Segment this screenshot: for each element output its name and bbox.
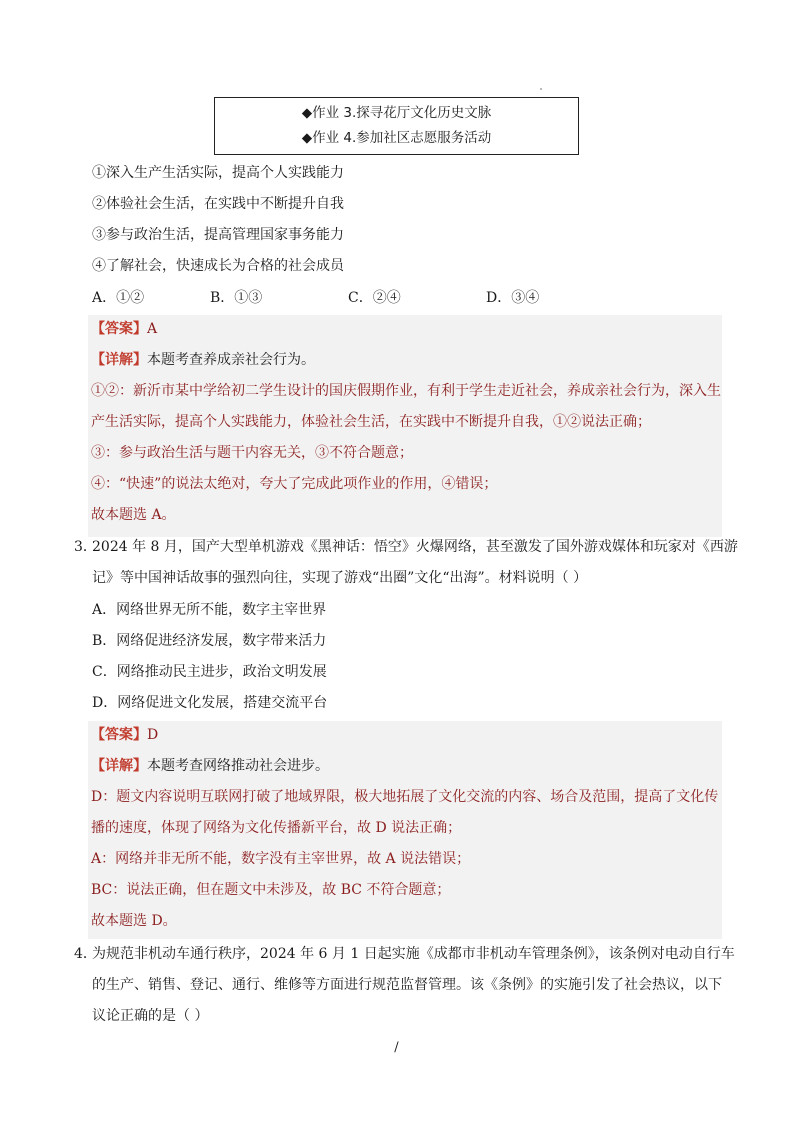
q2-detail-intro: 本题考查养成亲社会行为。 (147, 352, 315, 368)
q3-number: 3． (74, 539, 97, 555)
q2-detail-text-3: ③：参与政治生活与题干内容无关，③不符合题意； (91, 445, 413, 461)
q2-answer-line (91, 319, 157, 339)
q3-option-b[interactable]: B．网络促进经济发展，数字带来活力 (92, 633, 327, 649)
q2-statement-1: ①深入生产生活实际，提高个人实践能力 (92, 165, 344, 181)
q2-statement-4: ④了解社会，快速成长为合格的社会成员 (92, 258, 344, 274)
q3-detail-tag: 【详解】 (91, 758, 147, 774)
task-line-4: ◆作业 4.参加社区志愿服务活动 (301, 130, 492, 146)
q3-answer-line (91, 725, 158, 745)
q2-answer-tag: 【答案】 (91, 321, 147, 337)
q2-answer-block (88, 315, 722, 537)
q3-detail-text-4: BC：说法正确，但在题文中未涉及，故 BC 不符合题意； (91, 882, 451, 898)
q3-detail-intro: 本题考查网络推动社会进步。 (147, 758, 329, 774)
q4-number: 4． (74, 946, 97, 962)
q2-detail-line (91, 350, 315, 370)
q2-option-c[interactable]: C．②④ (348, 290, 401, 306)
q3-detail-text-1: D：题文内容说明互联网打破了地域界限，极大地拓展了文化交流的内容、场合及范围，提高了文化传 (91, 789, 719, 805)
q2-detail-text-4: ④：“快速”的说法太绝对，夸大了完成此项作业的作用，④错误； (91, 476, 498, 492)
q4-stem-3: 议论正确的是（ ） (92, 1008, 209, 1024)
q3-stem-2: 记》等中国神话故事的强烈向往，实现了游戏“出圈”文化“出海”。材料说明（ ） (92, 570, 588, 586)
q2-answer-value: A (147, 321, 158, 337)
q3-detail-text-5: 故本题选 D。 (91, 913, 177, 929)
task-line-3: ◆作业 3.探寻花厅文化历史文脉 (301, 105, 492, 121)
q3-answer-block (88, 721, 722, 939)
q3-detail-text-3: A：网络并非无所不能，数字没有主宰世界，故 A 说法错误； (91, 851, 471, 867)
q4-stem-1: 为规范非机动车通行秩序，2024 年 6 月 1 日起实施《成都市非机动车管理条例》，该条例对电动自行车 (92, 946, 735, 962)
q3-detail-line (91, 756, 329, 776)
q3-option-a[interactable]: A．网络世界无所不能，数字主宰世界 (92, 602, 327, 618)
q2-detail-text-2: 产生活实际，提高个人实践能力，体验社会生活，在实践中不断提升自我，①②说法正确； (91, 414, 651, 430)
q3-detail-text-2: 播的速度，体现了网络为文化传播新平台，故 D 说法正确； (91, 820, 462, 836)
q3-answer-tag: 【答案】 (91, 727, 147, 743)
q4-stem-2: 的生产、销售、登记、通行、维修等方面进行规范监督管理。该《条例》的实施引发了社会热议，以下 (92, 977, 722, 993)
homework-task-box (214, 97, 579, 155)
q2-option-d[interactable]: D．③④ (486, 290, 540, 306)
scan-dot (540, 88, 542, 90)
q3-answer-value: D (147, 727, 159, 743)
q2-detail-tag: 【详解】 (91, 352, 147, 368)
q3-stem-1: 2024 年 8 月，国产大型单机游戏《黑神话：悟空》火爆网络，甚至激发了国外游戏媒体和玩家对《西游 (92, 539, 738, 555)
q2-detail-text-5: 故本题选 A。 (91, 507, 176, 523)
q2-option-b[interactable]: B．①③ (210, 290, 263, 306)
q3-option-d[interactable]: D．网络促进文化发展，搭建交流平台 (92, 695, 328, 711)
q2-detail-text-1: ①②：新沂市某中学给初二学生设计的国庆假期作业，有利于学生走近社会，养成亲社会行为，深入生 (91, 383, 721, 399)
q3-option-c[interactable]: C．网络推动民主进步，政治文明发展 (92, 664, 327, 680)
q2-statement-2: ②体验社会生活，在实践中不断提升自我 (92, 196, 344, 212)
page-footer-mark: / (394, 1040, 399, 1055)
q2-option-a[interactable]: A．①② (92, 290, 145, 306)
q2-statement-3: ③参与政治生活，提高管理国家事务能力 (92, 227, 344, 243)
